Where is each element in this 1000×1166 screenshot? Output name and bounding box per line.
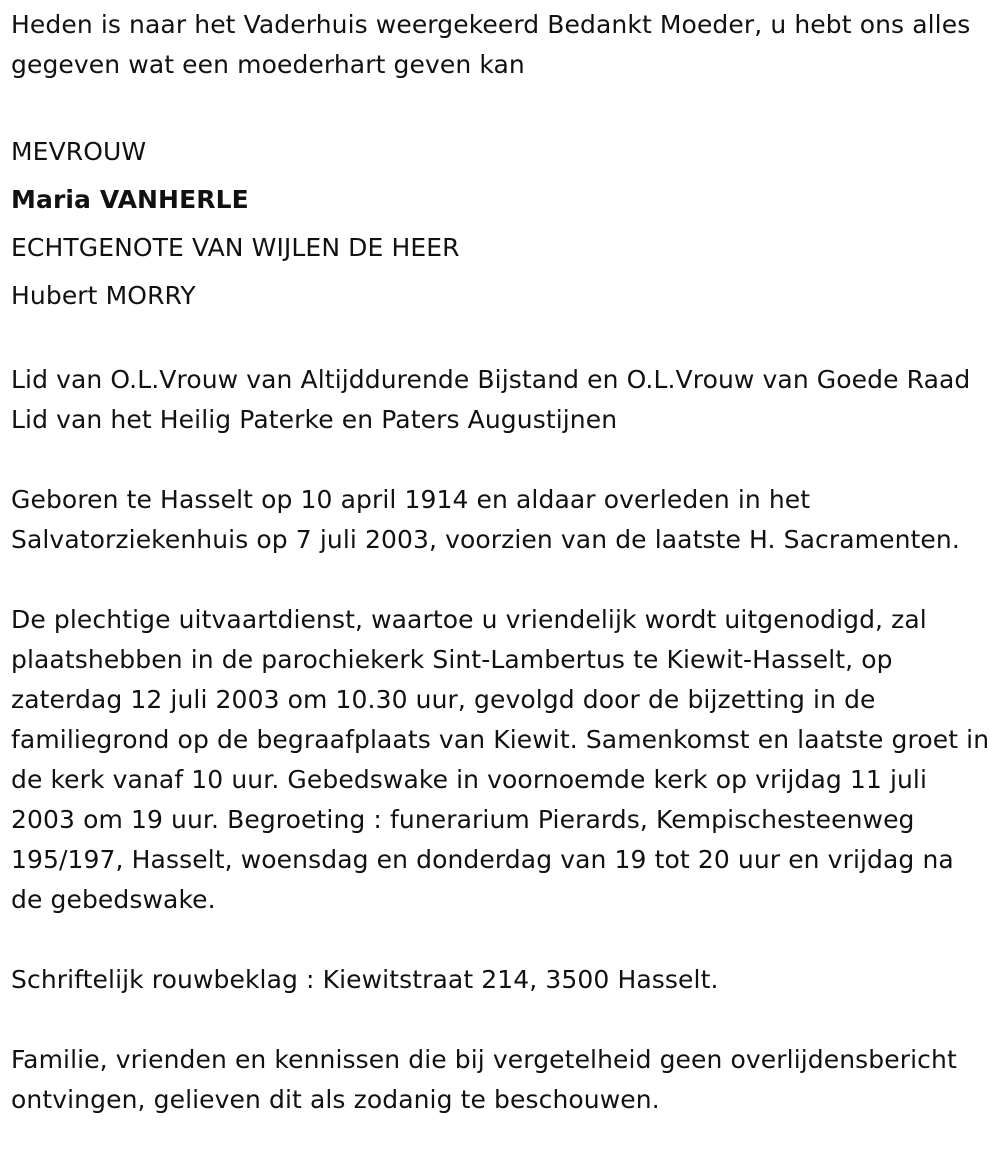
obituary-document <box>11 5 998 1120</box>
spacer <box>11 440 991 480</box>
condolences-paragraph: Schriftelijk rouwbeklag : Kiewitstraat 214, 3500 Hasselt. <box>11 965 719 994</box>
spacer <box>11 320 991 360</box>
spacer <box>11 85 991 125</box>
funeral-paragraph: De plechtige uitvaartdienst, waartoe u vriendelijk wordt uitgenodigd, zal plaatshebben in de parochiekerk Sint-Lambertus te Kiewit-Hasselt, op zaterdag 12 juli 2003 om 10.30 uur, gevolgd door de bijzetting in de familiegrond op de begraafplaats van Kiewit. Samenkomst en laatste groet in de kerk vanaf 10 uur. Gebedswake in voornoemde kerk op vrijdag 11 juli 2003 om 19 uur. Begroeting : funerarium Pierards, Kempischesteenweg 195/197, Hasselt, woensdag en donderdag van 19 tot 20 uur en vrijdag na de gebedswake. <box>11 605 998 914</box>
deceased-name: Maria VANHERLE <box>11 185 249 214</box>
deceased-heading <box>11 128 991 320</box>
spacer <box>11 920 991 960</box>
spouse-label: ECHTGENOTE VAN WIJLEN DE HEER <box>11 233 460 262</box>
closing-paragraph: Familie, vrienden en kennissen die bij vergetelheid geen overlijdensbericht ontvingen, gelieven dit als zodanig te beschouwen. <box>11 1045 965 1114</box>
intro-paragraph: Heden is naar het Vaderhuis weergekeerd Bedankt Moeder, u hebt ons alles gegeven wat een moederhart geven kan <box>11 10 979 79</box>
spacer <box>11 1000 991 1040</box>
spouse-name: Hubert MORRY <box>11 281 196 310</box>
title-prefix: MEVROUW <box>11 137 147 166</box>
membership-paragraph: Lid van O.L.Vrouw van Altijddurende Bijstand en O.L.Vrouw van Goede Raad Lid van het Heilig Paterke en Paters Augustijnen <box>11 365 979 434</box>
spacer <box>11 560 991 600</box>
birth-death-paragraph: Geboren te Hasselt op 10 april 1914 en aldaar overleden in het Salvatorziekenhuis op 7 juli 2003, voorzien van de laatste H. Sacramenten. <box>11 485 960 554</box>
